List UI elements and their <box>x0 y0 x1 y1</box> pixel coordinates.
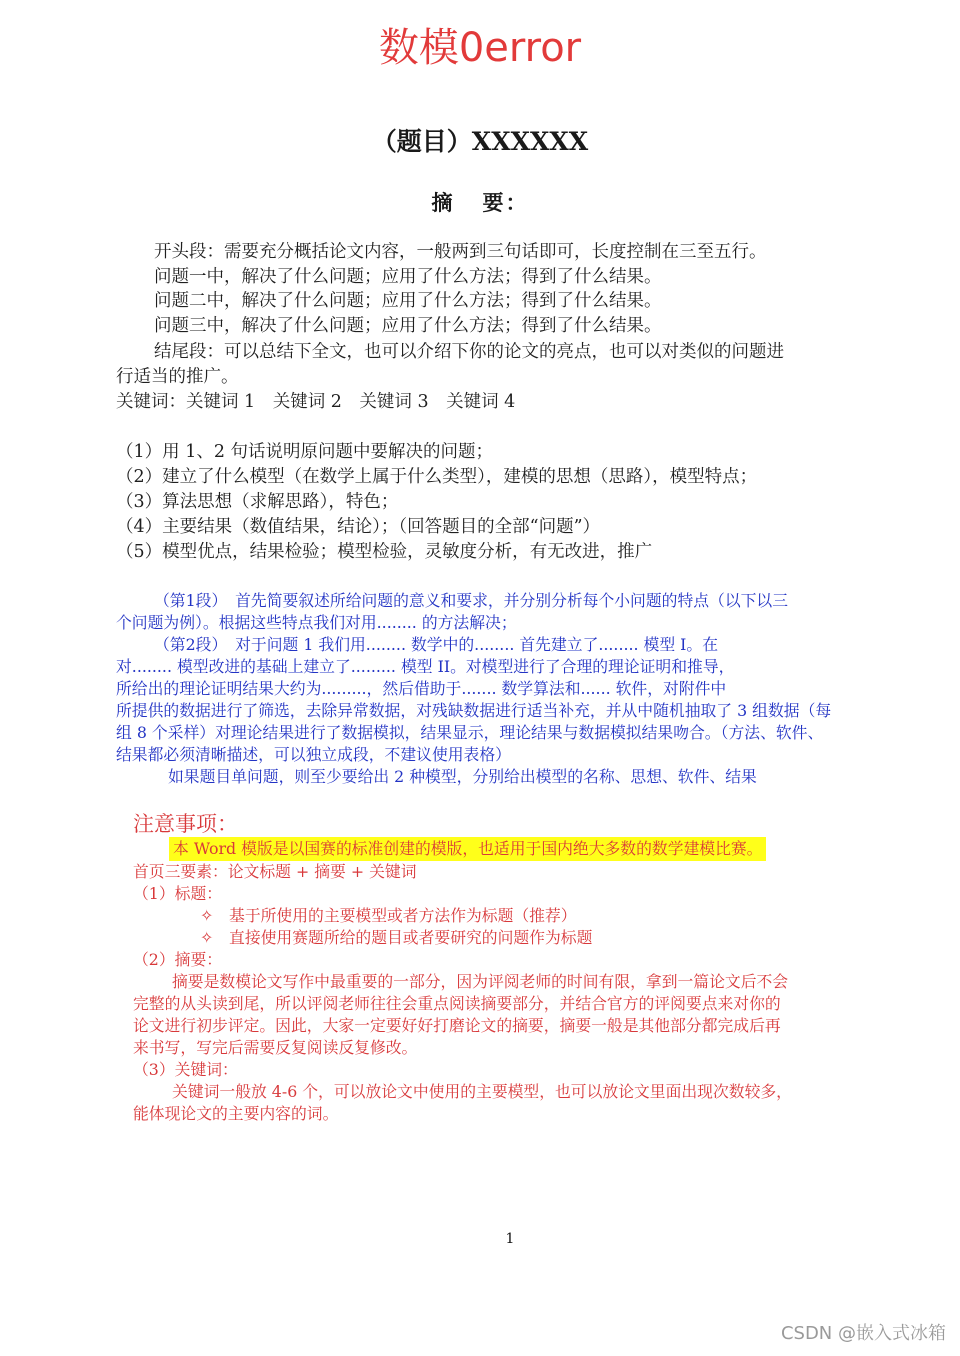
blue-line: 组 8 个采样）对理论结果进行了数据模拟，结果显示，理论结果与数据模拟结果吻合。（方法、软件、 <box>116 723 824 742</box>
watermark: CSDN @嵌入式冰箱 <box>780 1323 946 1344</box>
blue-line: 如果题目单问题，则至少要给出 2 种模型，分别给出模型的名称、思想、软件、结果 <box>168 767 757 786</box>
abstract-heading-part2: 要： <box>482 190 529 215</box>
note-line: 摘要是数模论文写作中最重要的一部分，因为评阅老师的时间有限，拿到一篇论文后不会 <box>172 972 789 991</box>
blue-line: 结果都必须清晰描述，可以独立成段，不建议使用表格） <box>116 745 511 764</box>
page-number: 1 <box>505 1231 515 1247</box>
abstract-heading <box>0 187 960 219</box>
note-line: 完整的从头读到尾，所以评阅老师往往会重点阅读摘要部分，并结合官方的评阅要点来对你的 <box>133 994 781 1013</box>
guide-item: （1）用 1、2 句话说明原问题中要解决的问题； <box>116 442 494 462</box>
abstract-line: 问题三中，解决了什么问题；应用了什么方法；得到了什么结果。 <box>154 316 662 336</box>
keywords-line: 关键词：关键词 1 关键词 2 关键词 3 关键词 4 <box>116 392 516 412</box>
blue-line: 对........ 模型改进的基础上建立了......... 模型 II。对模型进行了合理的理论证明和推导， <box>116 657 735 676</box>
abstract-line: 问题二中，解决了什么问题；应用了什么方法；得到了什么结果。 <box>154 291 662 311</box>
abstract-line: 问题一中，解决了什么问题；应用了什么方法；得到了什么结果。 <box>154 267 662 287</box>
note-line: 能体现论文的主要内容的词。 <box>133 1104 339 1123</box>
blue-line: 所给出的理论证明结果大约为.........，然后借助于....... 数学算法和...... 软件，对附件中 <box>116 679 727 698</box>
guide-item: （5）模型优点，结果检验；模型检验，灵敏度分析，有无改进，推广 <box>116 542 653 562</box>
guide-item: （3）算法思想（求解思路），特色； <box>116 492 399 512</box>
note-line: 来书写，写完后需要反复阅读反复修改。 <box>133 1038 418 1057</box>
highlighted-note: 本 Word 模版是以国赛的标准创建的模版，也适用于国内绝大多数的数学建模比赛。 <box>169 837 766 861</box>
note-bullet: ✧ 直接使用赛题所给的题目或者要研究的问题作为标题 <box>200 928 593 947</box>
guide-item: （2）建立了什么模型（在数学上属于什么类型），建模的思想（思路），模型特点； <box>116 467 758 487</box>
blue-line: 个问题为例）。根据这些特点我们对用........ 的方法解决； <box>116 613 517 632</box>
guide-item: （4）主要结果（数值结果，结论）；（回答题目的全部“问题”） <box>116 517 601 537</box>
brand-logo-text: 数模0error <box>378 25 582 71</box>
note-line: （1）标题： <box>133 884 223 903</box>
abstract-heading-part1: 摘 <box>431 190 455 215</box>
note-line: 关键词一般放 4-6 个，可以放论文中使用的主要模型，也可以放论文里面出现次数较多， <box>172 1082 792 1101</box>
notes-heading: 注意事项： <box>133 812 238 836</box>
abstract-line: 行适当的推广。 <box>116 367 239 387</box>
note-bullet: ✧ 基于所使用的主要模型或者方法作为标题（推荐） <box>200 906 577 925</box>
note-line: 论文进行初步评定。因此，大家一定要好好打磨论文的摘要，摘要一般是其他部分都完成后再 <box>133 1016 781 1035</box>
abstract-line: 开头段：需要充分概括论文内容，一般两到三句话即可，长度控制在三至五行。 <box>154 242 767 262</box>
paper-title: （题目）XXXXXX <box>371 127 589 156</box>
abstract-line: 结尾段：可以总结下全文，也可以介绍下你的论文的亮点，也可以对类似的问题进 <box>154 342 784 362</box>
blue-line: 所提供的数据进行了筛选，去除异常数据，对残缺数据进行适当补充，并从中随机抽取了 3 组数据（每 <box>116 701 832 720</box>
note-line: （3）关键词： <box>133 1060 238 1079</box>
blue-line: （第2段） 对于问题 1 我们用........ 数学中的........ 首先建立了........ 模型 I。在 <box>154 635 719 654</box>
note-line: 首页三要素：论文标题 + 摘要 + 关键词 <box>133 862 417 881</box>
blue-line: （第1段） 首先简要叙述所给问题的意义和要求，并分别分析每个小问题的特点（以下以三 <box>154 591 789 610</box>
note-line: （2）摘要： <box>133 950 223 969</box>
